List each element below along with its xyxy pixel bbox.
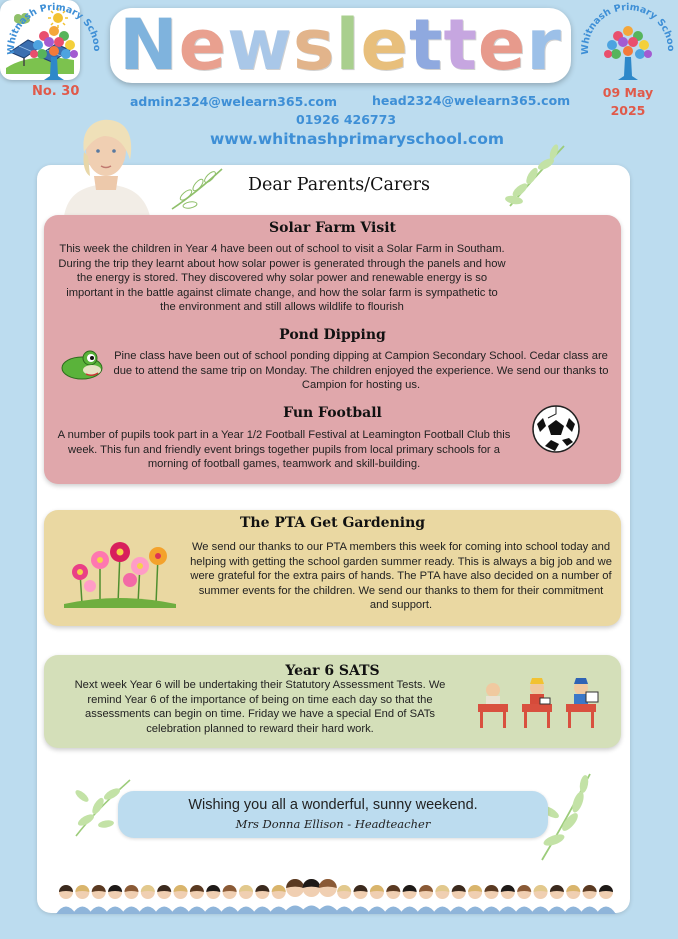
pupil-figure [105, 885, 125, 914]
pupil-figure [514, 885, 534, 914]
greeting-heading: Dear Parents/Carers [248, 175, 430, 195]
pupil-figure [154, 885, 174, 914]
pupil-figure [187, 885, 207, 914]
pupil-figure [269, 885, 289, 914]
pupil-figure [203, 885, 223, 914]
pupil-figure [449, 885, 469, 914]
title-letter: t [408, 4, 444, 86]
pupil-figure [334, 885, 354, 914]
pupil-figure [596, 885, 616, 914]
pupil-figure [547, 885, 567, 914]
pupil-figure [138, 885, 158, 914]
frog-icon [60, 346, 106, 382]
year6-sats-text: Next week Year 6 will be undertaking their Statutory Assessment Tests. We remind Year 6 of the importance of being on time each day so that the assessments can begin on time. Friday we have a special End of SATs celebration planned to reward their hard work. [74, 679, 446, 735]
pupil-figure [89, 885, 109, 914]
title-letter: r [526, 4, 562, 86]
website-link[interactable]: www.whitnashprimaryschool.com [210, 130, 505, 148]
title-letter: e [360, 4, 409, 86]
pta-text: We send our thanks to our PTA members this week for coming into school today and helping with getting the school garden summer ready. This is always a big job and we were grateful for the extra pairs of hands. The PTA have also decided on a number of summer events for the children. We send our thanks to them for their commitment and support. [190, 541, 612, 612]
pupil-figure [383, 885, 403, 914]
school-tree-logo [578, 2, 678, 86]
pupil-figure [400, 885, 420, 914]
pond-dipping-text: Pine class have been out of school ponding dipping at Campion Secondary School. Cedar class are due to attend the same trip on Monday. The children enjoyed the experience. We send our thanks to Campion for hosting us. [113, 350, 609, 392]
newsletter-title [119, 4, 562, 86]
pond-dipping-heading: Pond Dipping [279, 327, 386, 343]
pupil-figure [252, 885, 272, 914]
pta-heading: The PTA Get Gardening [239, 515, 426, 531]
closing-message: Wishing you all a wonderful, sunny weekend. [188, 797, 478, 813]
issue-date-day: 09 May [602, 85, 654, 100]
pupil-figure [563, 885, 583, 914]
school-tree-logo [4, 2, 104, 86]
pupil-figure [220, 885, 240, 914]
pupil-figure [72, 885, 92, 914]
admin-email-link[interactable]: admin2324@welearn365.com [130, 94, 338, 109]
title-letter: s [292, 4, 336, 86]
pupil-figure [580, 885, 600, 914]
pupil-figure [531, 885, 551, 914]
solar-farm-text: This week the children in Year 4 have been out of school to visit a Solar Farm in Southam. During the trip they learnt about how solar power is generated through the panels and how the energy is stored. They discovered why solar power and renewable energy is so important in the battle against climate change, and how the solar farm is sympathetic to the environment and still allows wildlife to flourish [58, 243, 506, 314]
pupil-figure [121, 885, 141, 914]
issue-date-year: 2025 [610, 103, 646, 118]
newsletter-title-banner [110, 4, 571, 86]
flowers-icon [60, 532, 180, 608]
leaf-branch-icon [502, 140, 572, 210]
pupil-figure [171, 885, 191, 914]
head-email-link[interactable]: head2324@welearn365.com [372, 93, 571, 108]
phone-number: 01926 426773 [296, 112, 397, 127]
pupil-figure [498, 885, 518, 914]
solar-farm-heading: Solar Farm Visit [269, 220, 396, 236]
title-letter: t [443, 4, 478, 86]
title-letter: l [335, 4, 361, 86]
leaf-sprig-icon [168, 165, 226, 213]
title-letter: e [477, 4, 527, 86]
pupil-figure [481, 885, 501, 914]
issue-date [600, 84, 656, 120]
fun-football-text: A number of pupils took part in a Year 1/2 Football Festival at Leamington Football Club this week. This fun and friendly event brings together pupils from local primary schools for a morning of football games, teamwork and skill-building. [57, 429, 511, 471]
title-letter: N [119, 4, 179, 86]
headteacher-signature: Mrs Donna Ellison - Headteacher [235, 817, 431, 831]
school-name-arc: Whitnash Primary Schoo [579, 2, 677, 55]
students-at-desks-icon [474, 672, 604, 730]
pupil-figure [236, 885, 256, 914]
pupil-figure [416, 885, 436, 914]
pupil-figure [432, 885, 452, 914]
pupil-figure [367, 885, 387, 914]
issue-number: No. 30 [32, 84, 80, 99]
pupil-figure [465, 885, 485, 914]
pupil-figure [351, 885, 371, 914]
title-letter: w [227, 4, 293, 86]
pupil-figure [56, 885, 76, 914]
title-letter: e [178, 4, 228, 86]
fun-football-heading: Fun Football [283, 405, 382, 421]
headteacher-portrait [58, 116, 154, 216]
closing-message-box [118, 791, 548, 838]
football-icon [531, 404, 581, 454]
year6-sats-heading: Year 6 SATS [285, 663, 380, 679]
school-name-arc: Whitnash Primary Schoo [5, 2, 103, 55]
pupils-group-picture [58, 872, 614, 914]
